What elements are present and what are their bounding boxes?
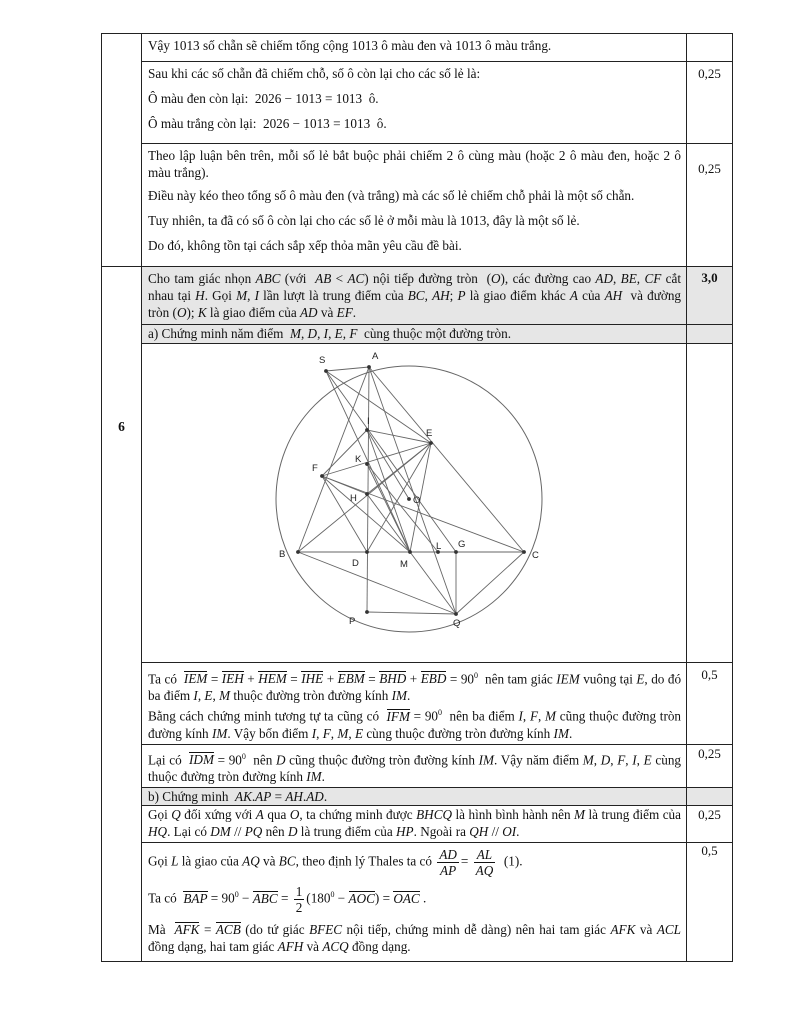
table-row (102, 62, 733, 144)
point-Q (454, 612, 458, 616)
label-P: P (349, 616, 356, 627)
table-row (102, 144, 733, 267)
score: 0,25 (698, 66, 721, 81)
score: 0,5 (701, 843, 718, 859)
point-H (365, 492, 369, 496)
point-M (408, 550, 412, 554)
solution-table (101, 33, 733, 962)
part-a-heading: a) Chứng minh năm điểm M, D, I, E, F cùng thuộc một đường tròn. (148, 326, 512, 341)
row3-text-c: Tuy nhiên, ta đã có số ô còn lại cho các số lẻ ở mỗi màu là 1013, đây là một số lẻ. (148, 213, 580, 228)
label-L: L (436, 541, 442, 552)
b2-line-b: Ta có BAP = $90^0$ − ABC = $\frac{1}{2}$ $(180^0 - AOC)$ = OAC . (148, 884, 427, 916)
figure-segment-HQ (367, 494, 456, 614)
label-I: I (367, 416, 370, 427)
problem-statement: Cho tam giác nhọn ABC (với AB < AC) nội tiếp đường tròn (O), các đường cao AD, BE, CF cắt nhau tại H. Gọi M, I lần lượt là trung điểm của BC, AH; P là giao điểm khác A của AH và đường tròn (O); K là giao điểm của AD và EF. (148, 271, 682, 320)
label-D: D (352, 558, 359, 569)
point-G (454, 550, 458, 554)
label-C: C (532, 550, 539, 561)
table-row (102, 325, 733, 344)
score: 0,25 (698, 807, 721, 823)
b2-line-c: Mà AFK = ACB (do tứ giác BFEC nội tiếp, chứng minh dễ dàng) nên hai tam giác AFK và ACL đồng dạng, hai tam giác AFH và ACQ đồng dạng. (148, 922, 682, 955)
row1-text: Vậy 1013 số chẵn sẽ chiếm tổng cộng 1013 ô màu đen và 1013 ô màu trắng. (148, 38, 552, 53)
table-row (102, 267, 733, 325)
score: 0,25 (698, 745, 721, 761)
a2-text: Lại có IDM = $90^0$ nên D cũng thuộc đường tròn đường kính IM. Vậy năm điểm M, D, F, I, E cùng thuộc đường tròn đường kính IM. (148, 751, 682, 785)
total-score: 3,0 (701, 270, 718, 285)
figure-segment-FH (322, 476, 367, 494)
a1-line1: Ta có IEM = IEH + HEM = IHE + EBM = BHD + EBD = $90^0$ nên tam giác IEM vuông tại E, do đó ba điểm I, E, M thuộc đường tròn đường kính IM. (148, 671, 682, 704)
figure-segment-AP (367, 367, 369, 612)
label-K: K (355, 454, 362, 465)
table-row (102, 34, 733, 62)
point-P (365, 610, 369, 614)
score: 0,25 (698, 161, 721, 176)
point-C (522, 550, 526, 554)
point-D (365, 550, 369, 554)
label-M: M (400, 559, 408, 570)
table-row (102, 344, 733, 663)
label-F: F (312, 463, 318, 474)
label-H: H (350, 493, 357, 504)
row2-text-c: Ô màu trắng còn lại: 2026 − 1013 = 1013 ô. (148, 116, 387, 131)
point-A (367, 365, 371, 369)
geometry-figure (142, 344, 680, 662)
table-row (102, 744, 733, 787)
b2-line-a: Gọi L là giao của AQ và BC, theo định lý Thales ta có $\frac{AD}{AP}$ = $\frac{AL}{AQ}$ (1). (148, 847, 523, 879)
figure-segment-SA (326, 367, 369, 371)
table-row (102, 806, 733, 843)
figure-segment-DF (322, 476, 367, 552)
label-O: O (413, 495, 421, 506)
part-b-heading: b) Chứng minh AK.AP = AH.AD. (148, 789, 328, 805)
point-K (365, 462, 369, 466)
row3-text-b: Điều này kéo theo tổng số ô màu đen (và trắng) mà các số lẻ chiếm chỗ phải là một số chẵn. (148, 188, 635, 203)
score: 0,5 (701, 667, 718, 682)
label-E: E (426, 428, 433, 439)
figure-segment-CF (322, 476, 524, 552)
label-Q: Q (453, 618, 461, 629)
table-row (102, 843, 733, 962)
figure-segment-BQ (298, 552, 456, 614)
point-S (324, 369, 328, 373)
figure-segment-EH (367, 443, 431, 494)
figure-segment-SG (326, 371, 456, 552)
row3-text-d: Do đó, không tồn tại cách sắp xếp thỏa mãn yêu cầu đề bài. (148, 238, 462, 253)
label-S: S (319, 355, 326, 366)
point-B (296, 550, 300, 554)
label-B: B (279, 549, 286, 560)
figure-segment-AC (369, 367, 524, 552)
a1-line2: Bằng cách chứng minh tương tự ta cũng có IFM = $90^0$ nên ba điểm I, F, M cũng thuộc đường tròn đường kính IM. Vậy bốn điểm I, F, M, E cùng thuộc đường tròn đường kính IM. (148, 708, 682, 741)
row2-text-a: Sau khi các số chẵn đã chiếm chỗ, số ô còn lại cho các số lẻ là: (148, 66, 481, 81)
problem-number: 6 (118, 419, 125, 434)
point-E (429, 441, 433, 445)
row3-text-a: Theo lập luận bên trên, mỗi số lẻ bắt buộc phải chiếm 2 ô cùng màu (hoặc 2 ô màu đen, hoặc 2 ô màu trắng). (148, 148, 681, 180)
label-A: A (372, 351, 379, 362)
point-F (320, 474, 324, 478)
point-O (407, 497, 411, 501)
point-I (365, 428, 369, 432)
b1-text: Gọi Q đối xứng với A qua O, ta chứng minh được BHCQ là hình bình hành nên M là trung điểm của HQ. Lại có DM // PQ nên D là trung điểm của HP. Ngoài ra QH // OI. (148, 807, 682, 840)
table-row (102, 788, 733, 806)
label-G: G (458, 539, 466, 550)
figure-segment-AQ (369, 367, 456, 614)
figure-segment-PQ (367, 612, 456, 614)
row2-text-b: Ô màu đen còn lại: 2026 − 1013 = 1013 ô. (148, 91, 379, 106)
table-row (102, 663, 733, 745)
